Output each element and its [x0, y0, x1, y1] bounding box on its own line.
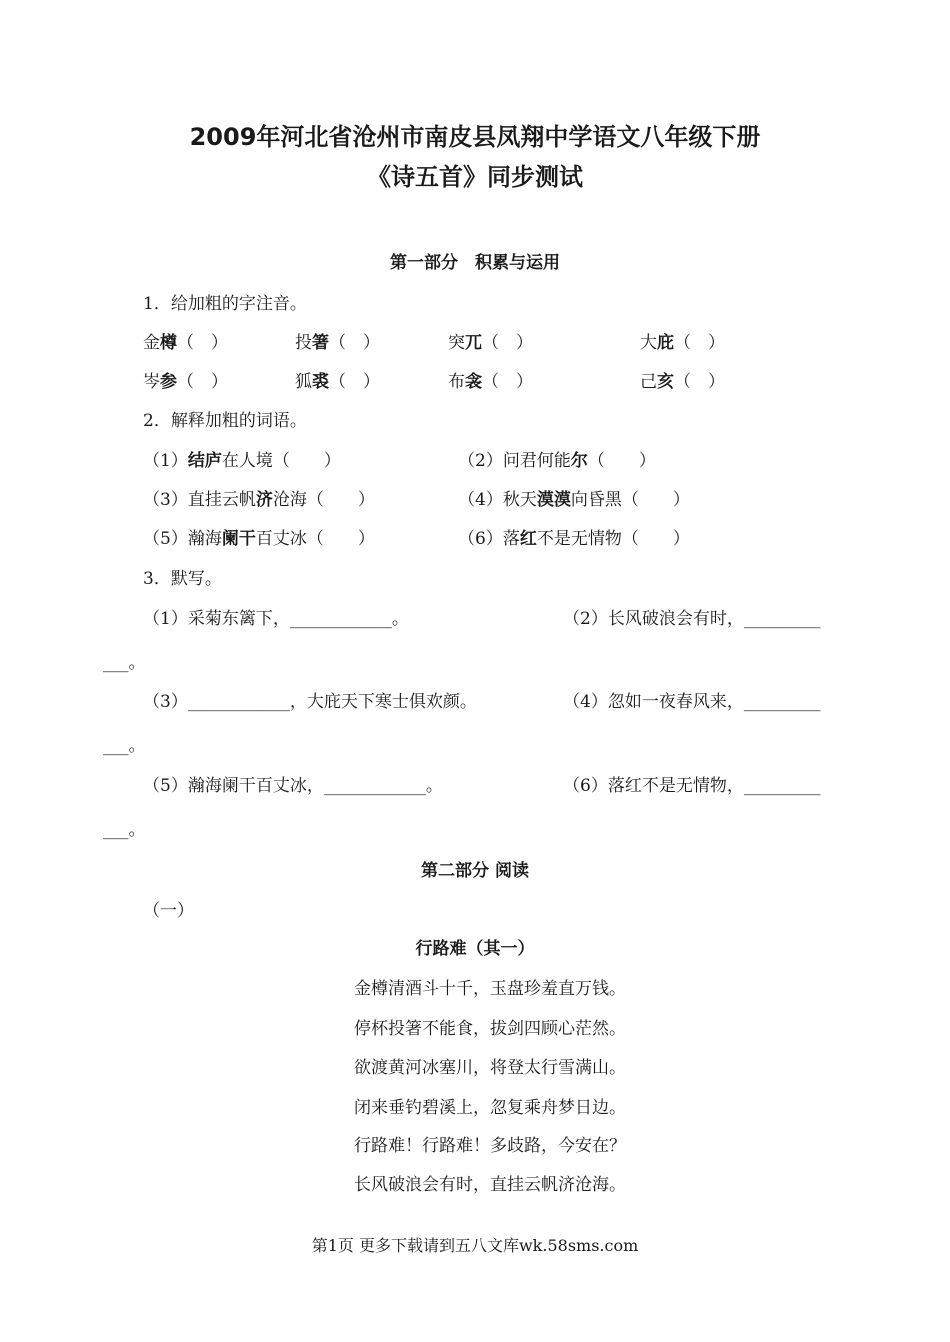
poem-line: 欲渡黄河冰塞川，将登太行雪满山。 — [354, 1058, 626, 1078]
q2-item: （5）瀚海阑干百丈冰（ ） — [143, 529, 375, 549]
poem-line: 闭来垂钓碧溪上，忽复乘舟梦日边。 — [354, 1098, 626, 1118]
q1-item: 布衾（ ） — [448, 372, 533, 392]
poem-line: 长风破浪会有时，直挂云帆济沧海。 — [354, 1175, 626, 1195]
q2-item: （3）直挂云帆济沧海（ ） — [143, 490, 375, 510]
poem-line: 行路难！行路难！多歧路，今安在？ — [354, 1136, 626, 1156]
q2-item: （1）结庐在人境（ ） — [143, 451, 341, 471]
part2-heading: 第二部分 阅读 — [421, 861, 529, 881]
part1-heading: 第一部分 积累与运用 — [390, 253, 560, 273]
poem-title: 行路难（其一） — [415, 939, 535, 959]
q3-prompt: 3．默写。 — [143, 569, 222, 589]
q3-item: （2）长风破浪会有时，_________ — [563, 609, 821, 629]
q3-item-continuation: ___。 — [103, 653, 146, 673]
q3-item: （1）采菊东篱下，____________。 — [143, 609, 409, 629]
q3-item: （6）落红不是无情物，_________ — [563, 776, 821, 796]
q1-item: 岑参（ ） — [143, 372, 228, 392]
section-label: （一） — [143, 901, 194, 921]
q3-item: （3）____________，大庇天下寒士俱欢颜。 — [143, 692, 477, 712]
q3-item-continuation: ___。 — [103, 820, 146, 840]
poem-line: 停杯投箸不能食，拔剑四顾心茫然。 — [354, 1019, 626, 1039]
q3-item: （4）忽如一夜春风来，_________ — [563, 692, 821, 712]
page-title: 2009年河北省沧州市南皮县凤翔中学语文八年级下册 — [189, 123, 761, 151]
page-footer: 第1页 更多下载请到五八文库wk.58sms.com — [311, 1236, 639, 1255]
q1-item: 大庇（ ） — [640, 333, 725, 353]
q1-item: 投箸（ ） — [295, 333, 380, 353]
q1-item: 狐裘（ ） — [295, 372, 380, 392]
page-subtitle: 《诗五首》同步测试 — [367, 163, 583, 191]
q3-item-continuation: ___。 — [103, 736, 146, 756]
poem-line: 金樽清酒斗十千，玉盘珍羞直万钱。 — [354, 979, 626, 999]
q1-item: 己亥（ ） — [640, 372, 725, 392]
q1-item: 金樽（ ） — [143, 333, 228, 353]
q2-item: （6）落红不是无情物（ ） — [458, 529, 690, 549]
q2-item: （2）问君何能尔（ ） — [458, 451, 656, 471]
q1-prompt: 1．给加粗的字注音。 — [143, 294, 307, 314]
q2-item: （4）秋天漠漠向昏黑（ ） — [458, 490, 690, 510]
q1-item: 突兀（ ） — [448, 333, 533, 353]
q2-prompt: 2．解释加粗的词语。 — [143, 411, 307, 431]
q3-item: （5）瀚海阑干百丈冰，____________。 — [143, 776, 443, 796]
